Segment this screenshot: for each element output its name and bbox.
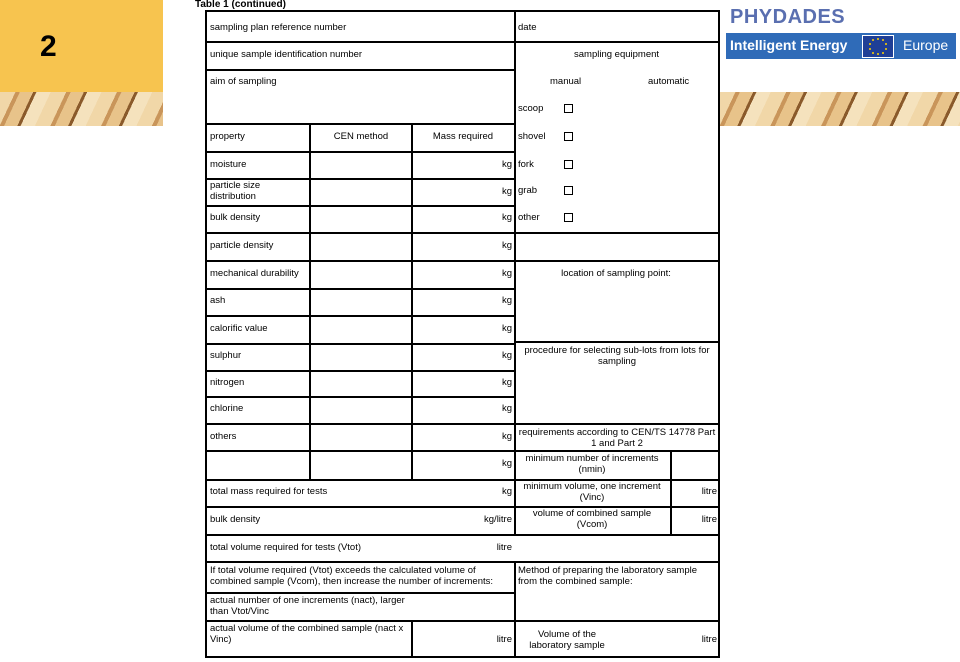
slide-number-panel <box>0 0 163 92</box>
if-total-volume-label: If total volume required (Vtot) exceeds the calculated volume of combined sample (Vcom), then increase the number of increments: <box>210 565 494 587</box>
property-sulphur: sulphur <box>210 350 242 361</box>
actual-volume-combined-label: actual volume of the combined sample (nact x Vinc) <box>210 623 404 645</box>
min-increments-label: minimum number of increments (nmin) <box>525 453 659 475</box>
property-particle-density: particle density <box>210 240 274 251</box>
unit-kg: kg <box>501 240 512 251</box>
volume-laboratory-sample-label: Volume of the laboratory sample <box>529 629 605 651</box>
unit-kg: kg <box>501 186 512 197</box>
column-mass-required: Mass required <box>432 131 494 142</box>
min-volume-increment-label: minimum volume, one increment (Vinc) <box>523 481 661 503</box>
brand-tagline: Intelligent Energy <box>730 37 848 53</box>
date-label: date <box>518 22 537 33</box>
unit-kg: kg <box>501 431 512 442</box>
unit-litre: litre <box>701 486 717 497</box>
property-nitrogen: nitrogen <box>210 377 245 388</box>
wood-chips-banner-left <box>0 92 163 126</box>
slide-number: 2 <box>40 30 57 63</box>
actual-number-increments-label: actual number of one increments (nact), larger than Vtot/Vinc <box>210 595 405 617</box>
unit-litre: litre <box>496 542 512 553</box>
property-chlorine: chlorine <box>210 403 244 414</box>
fork-checkbox[interactable] <box>564 160 573 169</box>
requirements-label: requirements according to CEN/TS 14778 Part 1 and Part 2 <box>518 427 716 449</box>
equipment-scoop: scoop <box>518 103 544 114</box>
sampling-form <box>205 10 720 658</box>
total-mass-required-label: total mass required for tests <box>210 486 328 497</box>
method-preparing-label: Method of preparing the laboratory sample from the combined sample: <box>518 565 698 587</box>
property-others: others <box>210 431 237 442</box>
manual-label: manual <box>550 76 582 87</box>
sampling-equipment-label: sampling equipment <box>574 49 660 60</box>
total-volume-required-label: total volume required for tests (Vtot) <box>210 542 362 553</box>
aim-of-sampling-label: aim of sampling <box>210 76 277 87</box>
unit-kg: kg <box>501 212 512 223</box>
wood-chips-banner-right <box>720 92 960 126</box>
eu-flag-icon <box>862 35 894 58</box>
equipment-other: other <box>518 212 540 223</box>
unit-kg-litre: kg/litre <box>484 514 512 525</box>
equipment-shovel: shovel <box>518 131 546 142</box>
sampling-plan-reference-label: sampling plan reference number <box>210 22 347 33</box>
equipment-grab: grab <box>518 185 538 196</box>
other-checkbox[interactable] <box>564 213 573 222</box>
grab-checkbox[interactable] <box>564 186 573 195</box>
bulk-density-label: bulk density <box>210 514 261 525</box>
unit-kg: kg <box>501 323 512 334</box>
unit-litre: litre <box>701 634 717 645</box>
property-bulk-density: bulk density <box>210 212 261 223</box>
unit-kg: kg <box>501 486 512 497</box>
brand-region: Europe <box>903 37 949 53</box>
unique-sample-id-label: unique sample identification number <box>210 49 363 60</box>
location-of-sampling-point-label: location of sampling point: <box>561 268 671 279</box>
column-cen-method: CEN method <box>333 131 389 142</box>
shovel-checkbox[interactable] <box>564 132 573 141</box>
property-calorific-value: calorific value <box>210 323 268 334</box>
property-ash: ash <box>210 295 226 306</box>
unit-litre: litre <box>496 634 512 645</box>
unit-kg: kg <box>501 350 512 361</box>
unit-kg: kg <box>501 458 512 469</box>
brand-name: PHYDADES <box>730 6 846 28</box>
unit-kg: kg <box>501 403 512 414</box>
property-moisture: moisture <box>210 159 247 170</box>
property-mechanical-durability: mechanical durability <box>210 268 299 279</box>
property-particle-size: particle size distribution <box>210 180 261 202</box>
procedure-sub-lots-label: procedure for selecting sub-lots from lots for sampling <box>524 345 710 367</box>
table-caption: Table 1 (continued) <box>195 0 286 10</box>
automatic-label: automatic <box>648 76 690 87</box>
equipment-fork: fork <box>518 159 534 170</box>
unit-kg: kg <box>501 268 512 279</box>
scoop-checkbox[interactable] <box>564 104 573 113</box>
unit-kg: kg <box>501 295 512 306</box>
unit-kg: kg <box>501 377 512 388</box>
unit-kg: kg <box>501 159 512 170</box>
volume-combined-sample-label: volume of combined sample (Vcom) <box>532 508 652 530</box>
unit-litre: litre <box>701 514 717 525</box>
column-property: property <box>210 131 245 142</box>
